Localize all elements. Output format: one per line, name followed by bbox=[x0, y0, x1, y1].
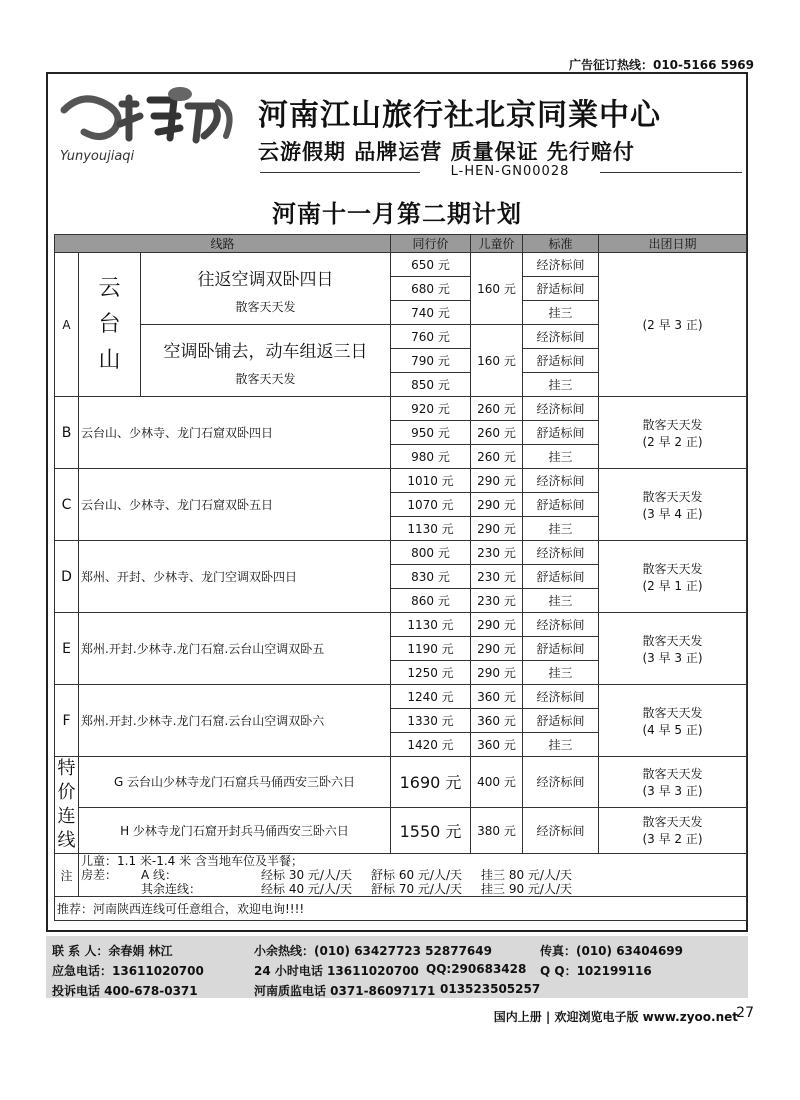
note-value: 舒标 60 元/人/天 bbox=[371, 868, 462, 882]
child-price: 360 元 bbox=[471, 709, 523, 733]
peer-price: 860 元 bbox=[391, 589, 471, 613]
note-value: 挂三 80 元/人/天 bbox=[481, 868, 572, 882]
child-price: 260 元 bbox=[471, 421, 523, 445]
peer-price: 1190 元 bbox=[391, 637, 471, 661]
date-line: 散客天天发 bbox=[642, 633, 703, 648]
note-room-label: 房差： bbox=[81, 868, 118, 882]
table-row bbox=[55, 757, 747, 808]
contact-person: 联 系 人：余春娟 林江 bbox=[52, 944, 173, 958]
child-price: 290 元 bbox=[471, 613, 523, 637]
peer-price: 680 元 bbox=[391, 277, 471, 301]
route-name: 郑州.开封.少林寺.龙门石窟.云台山空调双卧五 bbox=[79, 613, 391, 685]
note-child: 儿童：1.1 米-1.4 米 含当地车位及半餐； bbox=[81, 854, 303, 868]
note-value: 经标 30 元/人/天 bbox=[261, 868, 352, 882]
note-value: 挂三 90 元/人/天 bbox=[481, 882, 572, 896]
date-line: (3 早 4 正) bbox=[642, 506, 703, 521]
route-title: 空调卧铺去，动车组返三日 bbox=[163, 341, 368, 362]
child-price: 230 元 bbox=[471, 565, 523, 589]
emergency-phone: 应急电话：13611020700 bbox=[52, 964, 204, 978]
peer-price: 1240 元 bbox=[391, 685, 471, 709]
yuntai-char: 云 bbox=[98, 275, 121, 301]
child-price: 380 元 bbox=[471, 807, 523, 853]
table-row bbox=[55, 807, 747, 853]
peer-price: 1420 元 bbox=[391, 733, 471, 757]
standard: 舒适标间 bbox=[523, 637, 599, 661]
recommend-text: 推荐：河南陕西连线可任意组合，欢迎电询!!!! bbox=[55, 897, 747, 921]
peer-price: 790 元 bbox=[391, 349, 471, 373]
child-price: 290 元 bbox=[471, 637, 523, 661]
peer-price: 950 元 bbox=[391, 421, 471, 445]
page-number: 27 bbox=[736, 1005, 754, 1021]
date-line: 散客天天发 bbox=[642, 705, 703, 720]
special-char: 特 bbox=[57, 758, 76, 779]
child-price: 290 元 bbox=[471, 661, 523, 685]
date-line: (3 早 2 正) bbox=[642, 832, 703, 847]
route-code: D bbox=[55, 541, 79, 613]
quality-phone: 河南质监电话 0371-86097171 bbox=[254, 984, 436, 998]
special-char: 价 bbox=[57, 782, 76, 803]
peer-price: 650 元 bbox=[391, 253, 471, 277]
child-price: 290 元 bbox=[471, 493, 523, 517]
notes-content bbox=[79, 854, 747, 897]
peer-price: 800 元 bbox=[391, 541, 471, 565]
contact-bar bbox=[46, 936, 748, 998]
date-line: (2 早 2 正) bbox=[642, 434, 703, 449]
peer-price: 1010 元 bbox=[391, 469, 471, 493]
slogan: 云游假期 品牌运营 质量保证 先行赔付 bbox=[258, 139, 635, 164]
peer-price: 980 元 bbox=[391, 445, 471, 469]
child-price: 360 元 bbox=[471, 685, 523, 709]
peer-price: 1330 元 bbox=[391, 709, 471, 733]
peer-price: 1690 元 bbox=[391, 757, 471, 808]
ad-hotline: 广告征订热线：010-5166 5969 bbox=[568, 58, 754, 72]
departure-date: (2 早 3 正) bbox=[599, 253, 747, 397]
standard: 经济标间 bbox=[523, 807, 599, 853]
table-row bbox=[55, 613, 747, 637]
qq-number: QQ:290683428 bbox=[426, 962, 527, 976]
date-line: 散客天天发 bbox=[642, 815, 703, 830]
yuntai-char: 台 bbox=[98, 311, 121, 337]
standard: 舒适标间 bbox=[523, 493, 599, 517]
col-header-price: 同行价 bbox=[391, 235, 471, 253]
route-name: H 少林寺龙门石窟开封兵马俑西安三卧六日 bbox=[79, 807, 391, 853]
special-category bbox=[55, 757, 79, 854]
route-code: F bbox=[55, 685, 79, 757]
route-name: 云台山、少林寺、龙门石窟双卧四日 bbox=[79, 397, 391, 469]
standard: 经济标间 bbox=[523, 469, 599, 493]
departure-date bbox=[599, 397, 747, 469]
peer-price: 830 元 bbox=[391, 565, 471, 589]
route-name bbox=[141, 253, 391, 325]
table-row bbox=[55, 469, 747, 493]
standard: 挂三 bbox=[523, 445, 599, 469]
departure-date bbox=[599, 685, 747, 757]
peer-price: 1070 元 bbox=[391, 493, 471, 517]
qq-number-2: Q Q：102199116 bbox=[540, 964, 652, 978]
table-row bbox=[55, 685, 747, 709]
complaint-phone: 投诉电话 400-678-0371 bbox=[52, 984, 198, 998]
peer-price: 920 元 bbox=[391, 397, 471, 421]
date-line: (3 早 3 正) bbox=[642, 650, 703, 665]
child-price: 230 元 bbox=[471, 541, 523, 565]
date-line: 散客天天发 bbox=[642, 561, 703, 576]
child-price: 230 元 bbox=[471, 589, 523, 613]
table-header-row bbox=[55, 235, 747, 253]
standard: 挂三 bbox=[523, 517, 599, 541]
route-code: C bbox=[55, 469, 79, 541]
main-frame bbox=[46, 72, 748, 932]
hotline-24h: 24 小时电话 13611020700 bbox=[254, 964, 419, 978]
child-price: 260 元 bbox=[471, 397, 523, 421]
col-header-date: 出团日期 bbox=[599, 235, 747, 253]
departure-date bbox=[599, 757, 747, 808]
standard: 挂三 bbox=[523, 661, 599, 685]
header bbox=[48, 74, 746, 179]
note-other-label: 其余连线： bbox=[141, 882, 202, 896]
departure-date bbox=[599, 469, 747, 541]
route-name: G 云台山少林寺龙门石窟兵马俑西安三卧六日 bbox=[79, 757, 391, 808]
footer-text: 国内上册 | 欢迎浏览电子版 www.zyoo.net bbox=[493, 1010, 738, 1024]
date-line: (2 早 1 正) bbox=[642, 578, 703, 593]
special-char: 线 bbox=[57, 830, 76, 851]
notes-row bbox=[55, 854, 747, 897]
standard: 舒适标间 bbox=[523, 565, 599, 589]
yuntai-name bbox=[79, 253, 141, 397]
license-number: L-HEN-GN00028 bbox=[420, 164, 600, 179]
child-price: 400 元 bbox=[471, 757, 523, 808]
logo-text: Yunyoujiaqi bbox=[60, 149, 135, 164]
route-name: 郑州.开封.少林寺.龙门石窟.云台山空调双卧六 bbox=[79, 685, 391, 757]
route-subtitle: 散客天天发 bbox=[235, 299, 296, 314]
date-line: 散客天天发 bbox=[642, 417, 703, 432]
peer-price: 1550 元 bbox=[391, 807, 471, 853]
departure-date bbox=[599, 541, 747, 613]
peer-price: 1250 元 bbox=[391, 661, 471, 685]
col-header-child-price: 儿童价 bbox=[471, 235, 523, 253]
standard: 舒适标间 bbox=[523, 277, 599, 301]
special-char: 连 bbox=[57, 806, 76, 827]
standard: 舒适标间 bbox=[523, 349, 599, 373]
departure-date bbox=[599, 807, 747, 853]
standard: 舒适标间 bbox=[523, 709, 599, 733]
route-code: B bbox=[55, 397, 79, 469]
col-header-route: 线路 bbox=[55, 235, 391, 253]
peer-price: 1130 元 bbox=[391, 613, 471, 637]
route-code: E bbox=[55, 613, 79, 685]
route-subtitle: 散客天天发 bbox=[235, 371, 296, 386]
table-row bbox=[55, 541, 747, 565]
child-price: 290 元 bbox=[471, 469, 523, 493]
date-line: 散客天天发 bbox=[642, 766, 703, 781]
child-price: 290 元 bbox=[471, 517, 523, 541]
note-other-line bbox=[81, 882, 744, 896]
standard: 经济标间 bbox=[523, 541, 599, 565]
child-price: 360 元 bbox=[471, 733, 523, 757]
peer-price: 760 元 bbox=[391, 325, 471, 349]
standard: 经济标间 bbox=[523, 253, 599, 277]
route-name: 云台山、少林寺、龙门石窟双卧五日 bbox=[79, 469, 391, 541]
standard: 经济标间 bbox=[523, 325, 599, 349]
note-value: 经标 40 元/人/天 bbox=[261, 882, 352, 896]
tour-schedule-table bbox=[54, 234, 747, 921]
agency-logo-icon bbox=[54, 80, 244, 166]
xiaoyu-hotline: 小余热线：(010) 63427723 52877649 bbox=[254, 944, 492, 958]
notes-label: 注 bbox=[55, 854, 79, 897]
standard: 经济标间 bbox=[523, 757, 599, 808]
standard: 挂三 bbox=[523, 733, 599, 757]
route-name: 郑州、开封、少林寺、龙门空调双卧四日 bbox=[79, 541, 391, 613]
quality-phone-2: 013523505257 bbox=[440, 982, 541, 996]
standard: 经济标间 bbox=[523, 397, 599, 421]
note-value: 舒标 70 元/人/天 bbox=[371, 882, 462, 896]
standard: 挂三 bbox=[523, 301, 599, 325]
recommend-row bbox=[55, 897, 747, 921]
child-price: 160 元 bbox=[471, 253, 523, 325]
table-row bbox=[55, 397, 747, 421]
yuntai-char: 山 bbox=[98, 347, 121, 373]
note-a-label: A 线： bbox=[141, 868, 178, 882]
standard: 经济标间 bbox=[523, 685, 599, 709]
route-name bbox=[141, 325, 391, 397]
peer-price: 740 元 bbox=[391, 301, 471, 325]
date-line: (3 早 3 正) bbox=[642, 783, 703, 798]
table-row bbox=[55, 253, 747, 277]
standard: 舒适标间 bbox=[523, 421, 599, 445]
standard: 挂三 bbox=[523, 373, 599, 397]
route-title: 往返空调双卧四日 bbox=[197, 269, 334, 290]
col-header-standard: 标准 bbox=[523, 235, 599, 253]
fax-number: 传真：(010) 63404699 bbox=[540, 944, 683, 958]
departure-date bbox=[599, 613, 747, 685]
date-line: (4 早 5 正) bbox=[642, 722, 703, 737]
peer-price: 1130 元 bbox=[391, 517, 471, 541]
date-line: 散客天天发 bbox=[642, 489, 703, 504]
note-a-line bbox=[81, 868, 744, 882]
plan-title: 河南十一月第二期计划 bbox=[272, 200, 522, 228]
standard: 挂三 bbox=[523, 589, 599, 613]
peer-price: 850 元 bbox=[391, 373, 471, 397]
child-price: 160 元 bbox=[471, 325, 523, 397]
standard: 经济标间 bbox=[523, 613, 599, 637]
agency-name: 河南江山旅行社北京同業中心 bbox=[258, 98, 661, 133]
child-price: 260 元 bbox=[471, 445, 523, 469]
route-code: A bbox=[55, 253, 79, 397]
